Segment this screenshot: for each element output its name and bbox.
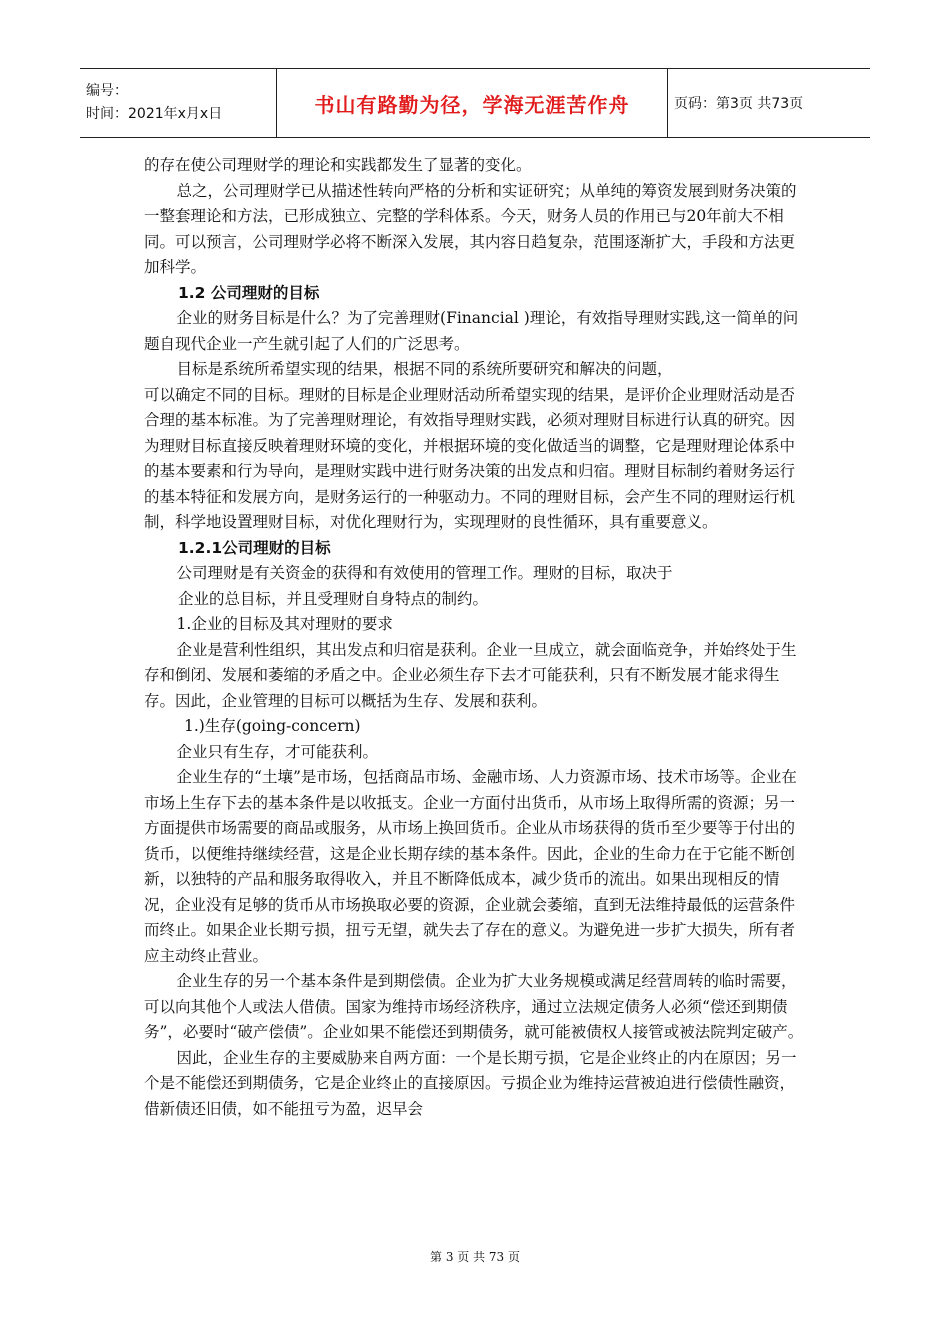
paragraph: 可以确定不同的目标。理财的目标是企业理财活动所希望实现的结果，是评价企业理财活动是否合理的基本标准。为了完善理财理论，有效指导理财实践，必须对理财目标进行认真的研究。因为理财目标直接反映着理财环境的变化，并根据环境的变化做适当的调整，它是理财理论体系中的基本要素和行为导向，是理财实践中进行财务决策的出发点和归宿。理财目标制约着财务运行的基本特征和发展方向，是财务运行的一种驱动力。不同的理财目标，会产生不同的理财运行机制，科学地设置理财目标，对优化理财行为，实现理财的良性循环，具有重要意义。 [144,385,796,531]
paragraph: 企业生存的另一个基本条件是到期偿债。企业为扩大业务规模或满足经营周转的临时需要，可以向其他个人或法人借债。国家为维持市场经济秩序，通过立法规定债务人必须“偿还到期债务”，必要时“破产偿债”。企业如果不能偿还到期债务，就可能被债权人接管或被法院判定破产。 [144,972,804,1041]
paragraph: 企业生存的“土壤”是市场，包括商品市场、金融市场、人力资源市场、技术市场等。企业在市场上生存下去的基本条件是以收抵支。企业一方面付出货币，从市场上取得所需的资源；另一方面提供市场需要的商品或服务，从市场上换回货币。企业从市场获得的货币至少要等于付出的货币，以便维持继续经营，这是企业长期存续的基本条件。因此，企业的生命力在于它能不断创新，以独特的产品和服务取得收入，并且不断降低成本，减少货币的流出。如果出现相反的情况，企业没有足够的货币从市场换取必要的资源，企业就会萎缩，直到无法维持最低的运营条件而终止。如果企业长期亏损，扭亏无望，就失去了存在的意义。为避免进一步扩大损失，所有者应主动终止营业。 [144,768,797,965]
paragraph: 企业的财务目标是什么？为了完善理财(Financial )理论，有效指导理财实践,这一简单的问题自现代企业一产生就引起了人们的广泛思考。 [144,309,799,353]
paragraph: 企业只有生存，才可能获利。 [176,742,379,761]
page-footer: 第 3 页 共 73 页 [430,1250,520,1264]
paragraph: 公司理财是有关资金的获得和有效使用的管理工作。理财的目标，取决于 [176,564,673,582]
document-body [144,153,806,1122]
paragraph: 企业的总目标，并且受理财自身特点的制约。 [178,589,489,608]
header-page-info: 页码：第3页 共73页 [674,96,804,112]
section-heading-1-2: 1.2 公司理财的目标 [178,283,320,302]
paragraph: 因此，企业生存的主要威胁来自两方面：一个是长期亏损，它是企业终止的内在原因；另一个是不能偿还到期债务，它是企业终止的直接原因。亏损企业为维持运营被迫进行偿债性融资，借新债还旧债，如不能扭亏为盈，迟早会 [144,1048,797,1118]
header-meta [80,69,277,137]
subsection-heading: 1.)生存(going-concern) [184,717,361,735]
paragraph: 的存在使公司理财学的理论和实践都发生了显著的变化。 [144,156,532,174]
page-header [80,68,870,138]
document-date: 时间：2021年x月x日 [86,106,223,122]
section-heading-1-2-1: 1.2.1公司理财的目标 [178,538,331,557]
document-number-label: 编号： [86,83,128,99]
paragraph: 企业是营利性组织，其出发点和归宿是获利。企业一旦成立，就会面临竞争，并始终处于生存和倒闭、发展和萎缩的矛盾之中。企业必须生存下去才可能获利，只有不断发展才能求得生存。因此，企业管理的目标可以概括为生存、发展和获利。 [144,640,797,710]
header-motto: 书山有路勤为径，学海无涯苦作舟 [277,69,668,137]
paragraph: 目标是系统所希望实现的结果，根据不同的系统所要研究和解决的问题， [176,360,673,378]
paragraph: 总之，公司理财学已从描述性转向严格的分析和实证研究；从单纯的筹资发展到财务决策的一整套理论和方法，已形成独立、完整的学科体系。今天，财务人员的作用已与20年前大不相同。可以预言，公司理财学必将不断深入发展，其内容日趋复杂，范围逐渐扩大，手段和方法更加科学。 [144,181,797,276]
subsection-heading: 1.企业的目标及其对理财的要求 [176,615,393,633]
